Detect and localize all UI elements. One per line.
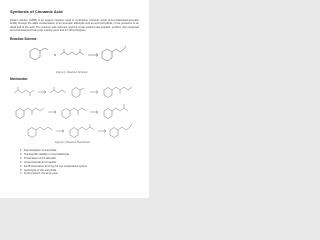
mechanism-steps-list	[20, 149, 87, 176]
intro-paragraph: Perkin reaction (1868) is an organic reaction used to synthesise cinnamic acids (α,β-unsaturated aromatic acids) through the aldol condensation of an aromatic aldehyde and an acid anhydride, in the presence of an alkali salt of the acid. The reaction was refluxed, and the crude product was isolated, purified, then analysed and characterised using the melting point and FT-IR techniques.	[10, 19, 139, 32]
document-title: Synthesis of Cinnamic Acid	[10, 9, 63, 14]
list-item: 3. Protonation of the alkoxide	[20, 156, 56, 160]
list-item: 6. Hydrolysis of the anhydride	[20, 168, 57, 172]
mechanism-heading: Mechanism	[10, 77, 28, 81]
list-item: 2. Nucleophilic addition to benzaldehyde	[20, 152, 70, 156]
figure1-caption: Figure 1. Reaction Scheme	[56, 71, 88, 74]
document-page	[0, 0, 149, 198]
reaction-scheme-heading: Reaction Scheme	[10, 37, 37, 41]
list-item: 5. E1cB elimination forming the α,β-unsaturated system	[20, 164, 88, 168]
list-item: 1. Deprotonation of anhydride	[20, 149, 57, 152]
list-item: 4. Intramolecular acyl transfer	[20, 160, 57, 164]
reaction-scheme-figure	[22, 43, 132, 69]
mechanism-figure	[10, 83, 140, 139]
figure2-caption: Figure 2. Reaction Mechanism	[55, 141, 91, 144]
list-item: 7. Final product: cinnamic acid	[20, 172, 58, 176]
